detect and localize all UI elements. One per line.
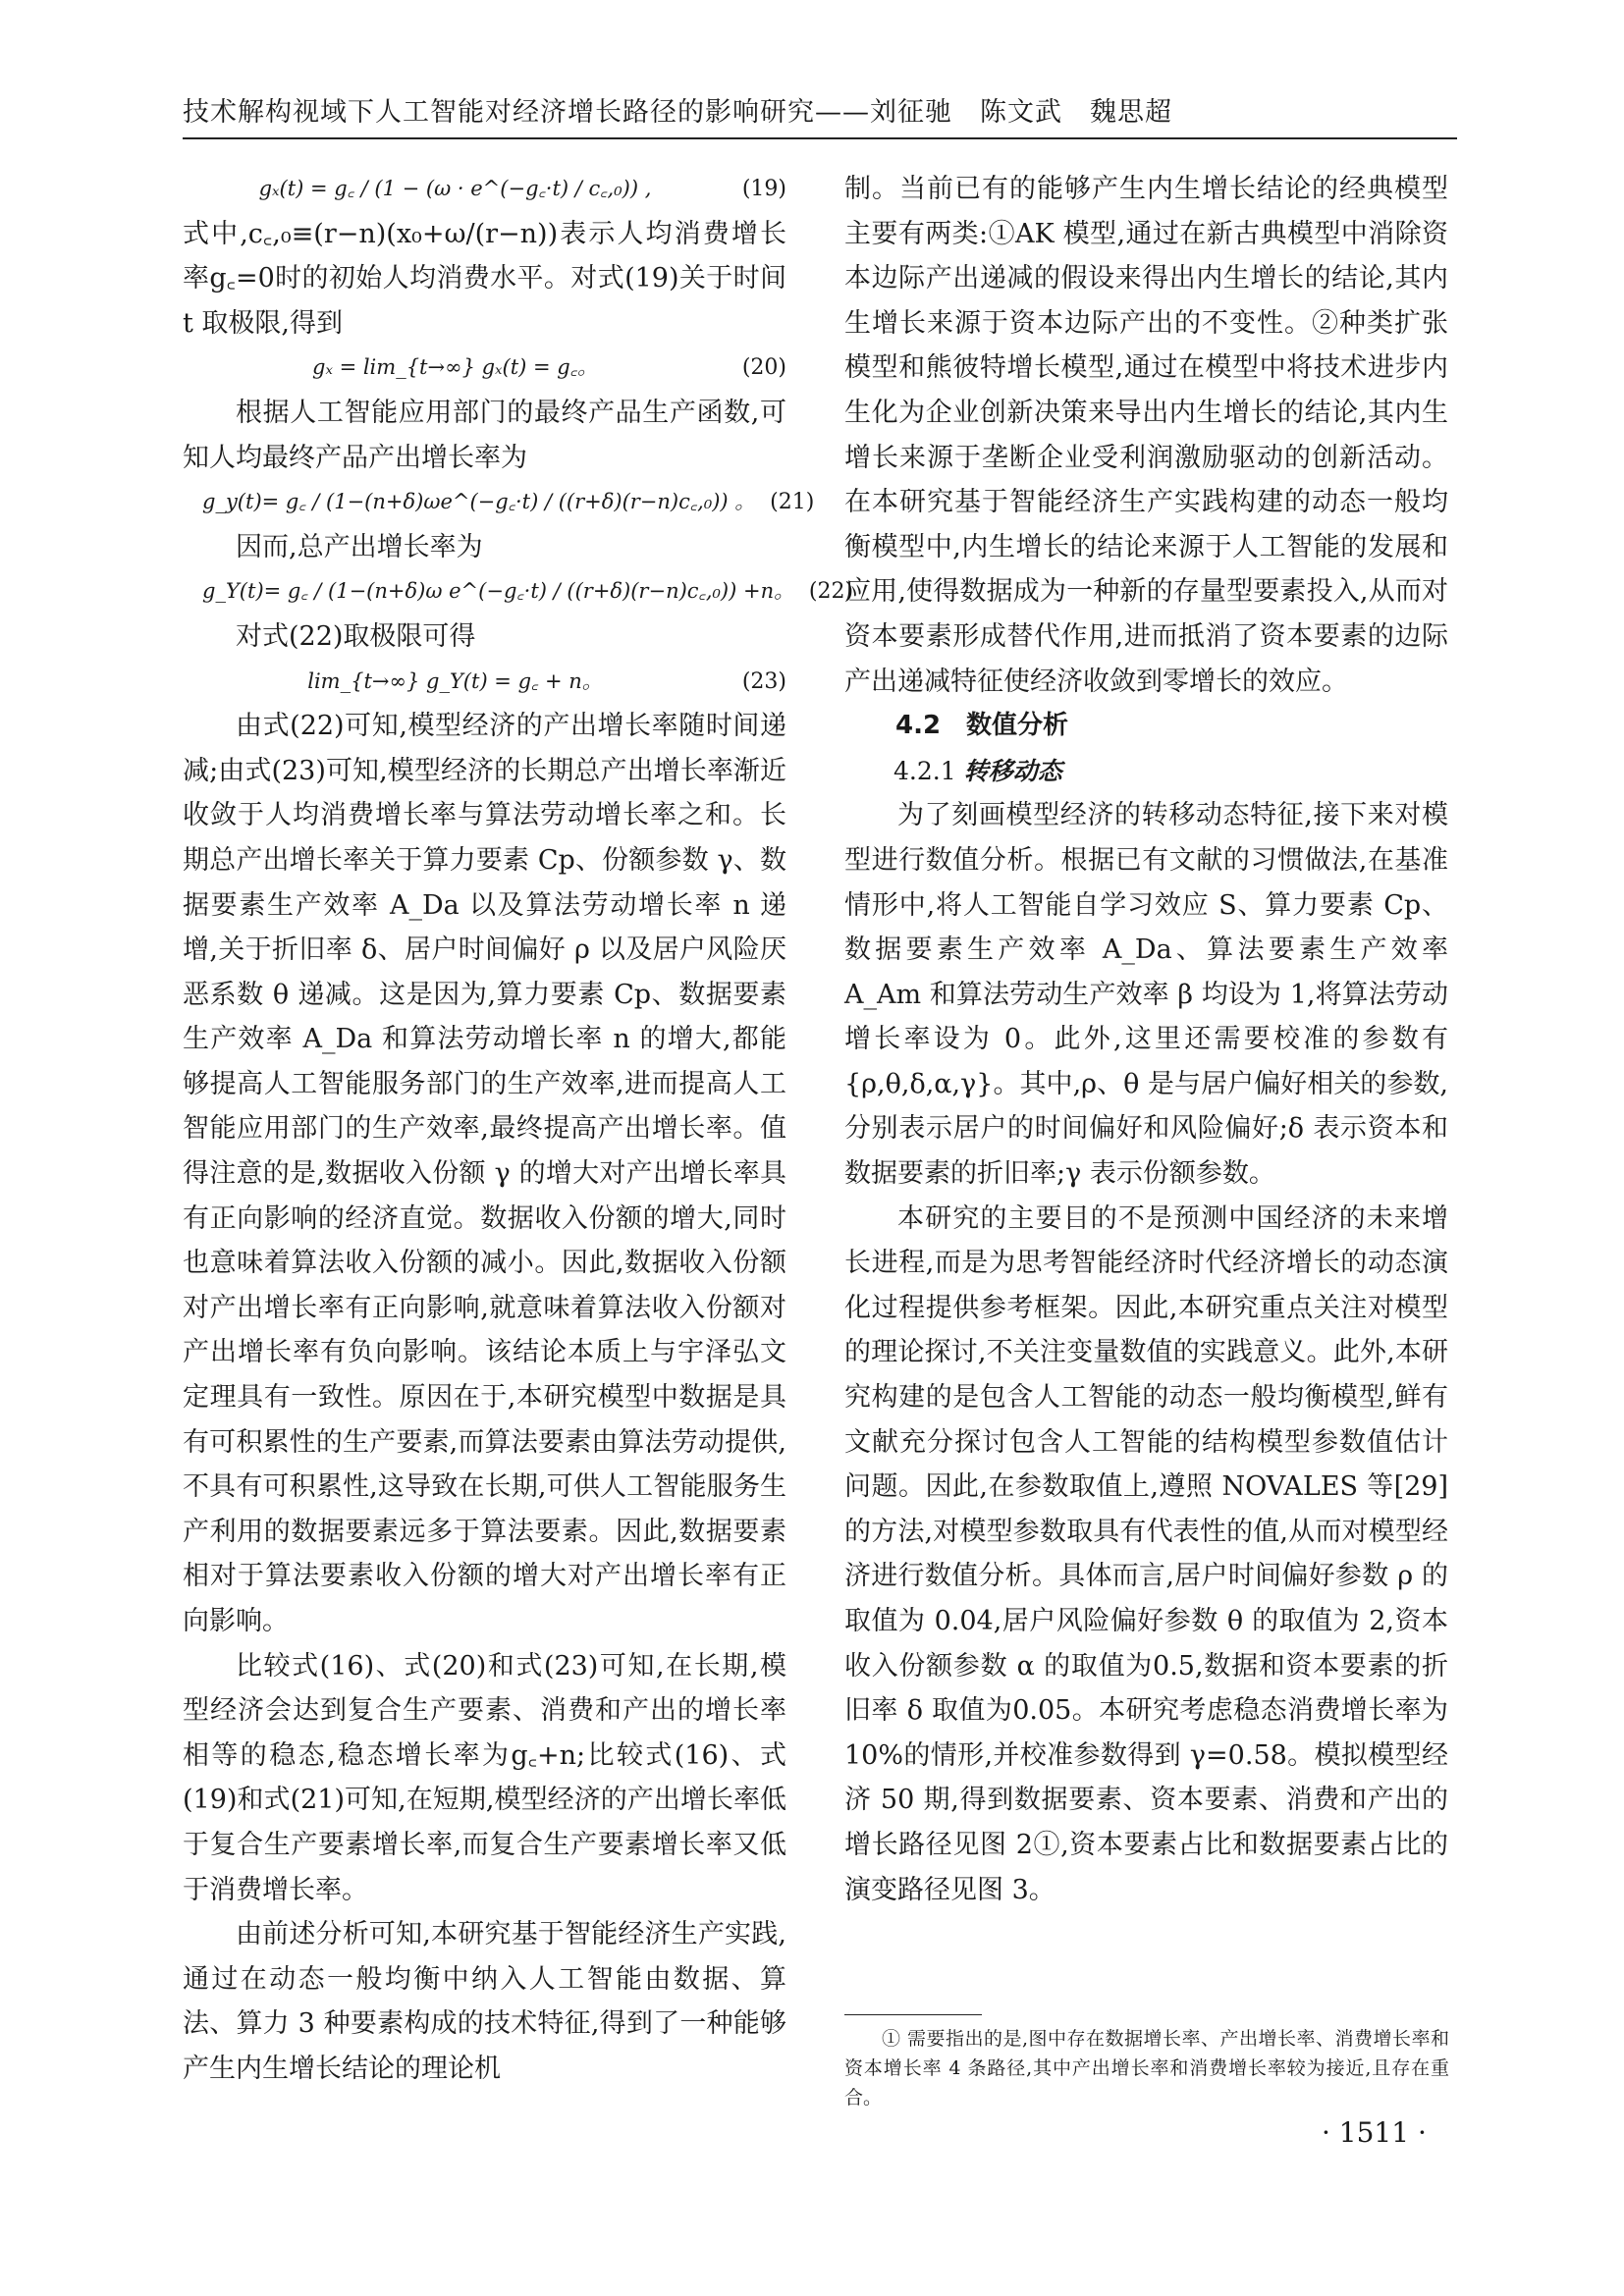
- paragraph: 由式(22)可知,模型经济的产出增长率随时间递减;由式(23)可知,模型经济的长期总产出增长率渐近收敛于人均消费增长率与算法劳动增长率之和。长期总产出增长率关于算力要素 Cp、份额参数 γ、数据要素生产效率 A_Da 以及算法劳动增长率 n 递增,关于折旧率 δ、居户时间偏好 ρ 以及居户风险厌恶系数 θ 递减。这是因为,算力要素 Cp、数据要素生产效率 A_Da 和算法劳动增长率 n 的增大,都能够提高人工智能服务部门的生产效率,进而提高人工智能应用部门的生产效率,最终提高产出增长率。值得注意的是,数据收入份额 γ 的增大对产出增长率具有正向影响的经济直觉。数据收入份额的增大,同时也意味着算法收入份额的减小。因此,数据收入份额对产出增长率有正向影响,就意味着算法收入份额对产出增长率有负向影响。该结论本质上与宇泽弘文定理具有一致性。原因在于,本研究模型中数据是具有可积累性的生产要素,而算法要素由算法劳动提供,不具有可积累性,这导致在长期,可供人工智能服务生产利用的数据要素远多于算法要素。因此,数据要素相对于算法要素收入份额的增大对产出增长率有正向影响。: [183, 711, 786, 1636]
- running-header: 技术解构视域下人工智能对经济增长路径的影响研究——刘征驰 陈文武 魏思超: [183, 97, 1172, 128]
- equation-23: [183, 660, 786, 705]
- equation-22-formula: g_Y(t)= g꜀ / (1−(n+δ)ω e^(−g꜀·t) / ((r+δ)(r−n)c꜀,₀)) +n。: [202, 579, 795, 604]
- equation-21-formula: g_y(t)= g꜀ / (1−(n+δ)ωe^(−g꜀·t) / ((r+δ)(r−n)c꜀,₀)) 。: [202, 490, 756, 514]
- subsection-heading: [844, 749, 1448, 794]
- equation-23-number: (23): [741, 668, 786, 694]
- equation-21: [183, 480, 815, 525]
- right-column: [844, 167, 1448, 1912]
- paragraph: 本研究的主要目的不是预测中国经济的未来增长进程,而是为思考智能经济时代经济增长的动态演化过程提供参考框架。因此,本研究重点关注对模型的理论探讨,不关注变量数值的实践意义。此外,本研究构建的是包含人工智能的动态一般均衡模型,鲜有文献充分探讨包含人工智能的结构模型参数值估计问题。因此,在参数取值上,遵照 NOVALES 等[29]的方法,对模型参数取具有代表性的值,从而对模型经济进行数值分析。具体而言,居户时间偏好参数 ρ 的取值为 0.04,居户风险偏好参数 θ 的取值为 2,资本收入份额参数 α 的取值为0.5,数据和资本要素的折旧率 δ 取值为0.05。本研究考虑稳态消费增长率为 10%的情形,并校准参数得到 γ=0.58。模拟模型经济 50 期,得到数据要素、资本要素、消费和产出的增长路径见图 2①,资本要素占比和数据要素占比的演变路径见图 3。: [844, 1202, 1448, 1905]
- paragraph: 为了刻画模型经济的转移动态特征,接下来对模型进行数值分析。根据已有文献的习惯做法,在基准情形中,将人工智能自学习效应 S、算力要素 Cp、数据要素生产效率 A_Da、算法要素生产效率 A_Am 和算法劳动生产效率 β 均设为 1,将算法劳动增长率设为 0。此外,这里还需要校准的参数有{ρ,θ,δ,α,γ}。其中,ρ、θ 是与居户偏好相关的参数,分别表示居户的时间偏好和风险偏好;δ 表示资本和数据要素的折旧率;γ 表示份额参数。: [844, 800, 1448, 1190]
- subsection-title: 转移动态: [963, 756, 1062, 785]
- page-number: · 1511 ·: [1322, 2116, 1427, 2149]
- paragraph: 因而,总产出增长率为: [236, 531, 483, 562]
- subsection-number: 4.2.1: [893, 756, 956, 785]
- equation-23-formula: lim_{t→∞} g_Y(t) = g꜀ + n。: [307, 668, 603, 693]
- paragraph: 比较式(16)、式(20)和式(23)可知,在长期,模型经济会达到复合生产要素、消费和产出的增长率相等的稳态,稳态增长率为g꜀+n;比较式(16)、式(19)和式(21)可知,在短期,模型经济的产出增长率低于复合生产要素增长率,而复合生产要素增长率又低于消费增长率。: [183, 1650, 786, 1905]
- equation-21-number: (21): [770, 490, 815, 515]
- paragraph: 对式(22)取极限可得: [236, 620, 476, 652]
- equation-20: [183, 346, 786, 391]
- paragraph: 由前述分析可知,本研究基于智能经济生产实践,通过在动态一般均衡中纳入人工智能由数据、算法、算力 3 种要素构成的技术特征,得到了一种能够产生内生增长结论的理论机: [183, 1919, 786, 2084]
- footnote-rule: [844, 2014, 982, 2015]
- equation-20-number: (20): [741, 355, 786, 381]
- equation-20-formula: gₓ = lim_{t→∞} gₓ(t) = g꜀。: [312, 355, 598, 380]
- footnote: ① 需要指出的是,图中存在数据增长率、产出增长率、消费增长率和资本增长率 4 条路径,其中产出增长率和消费增长率较为接近,且存在重合。: [844, 2028, 1449, 2109]
- equation-19-formula: gₓ(t) = g꜀ / (1 − (ω · e^(−g꜀·t) / c꜀,₀)) ,: [258, 177, 652, 200]
- left-column: [183, 167, 854, 2092]
- paragraph: 制。当前已有的能够产生内生增长结论的经典模型主要有两类:①AK 模型,通过在新古典模型中消除资本边际产出递减的假设来得出内生增长的结论,其内生增长来源于资本边际产出的不变性。②种类扩张模型和熊彼特增长模型,通过在模型中将技术进步内生化为企业创新决策来导出内生增长的结论,其内生增长来源于垄断企业受利润激励驱动的创新活动。在本研究基于智能经济生产实践构建的动态一般均衡模型中,内生增长的结论来源于人工智能的发展和应用,使得数据成为一种新的存量型要素投入,从而对资本要素形成替代作用,进而抵消了资本要素的边际产出递减特征使经济收敛到零增长的效应。: [844, 174, 1448, 697]
- header-rule: [183, 137, 1457, 139]
- paragraph: 式中,c꜀,₀≡(r−n)(x₀+ω/(r−n))表示人均消费增长率g꜀=0时的初始人均消费水平。对式(19)关于时间 t 取极限,得到: [183, 218, 786, 339]
- equation-19: [183, 167, 786, 212]
- section-heading: 4.2 数值分析: [895, 711, 1069, 741]
- equation-22: [183, 569, 854, 614]
- paragraph: 根据人工智能应用部门的最终产品生产函数,可知人均最终产品产出增长率为: [183, 397, 786, 473]
- equation-19-number: (19): [741, 177, 786, 201]
- equation-22-number: (22): [808, 579, 854, 605]
